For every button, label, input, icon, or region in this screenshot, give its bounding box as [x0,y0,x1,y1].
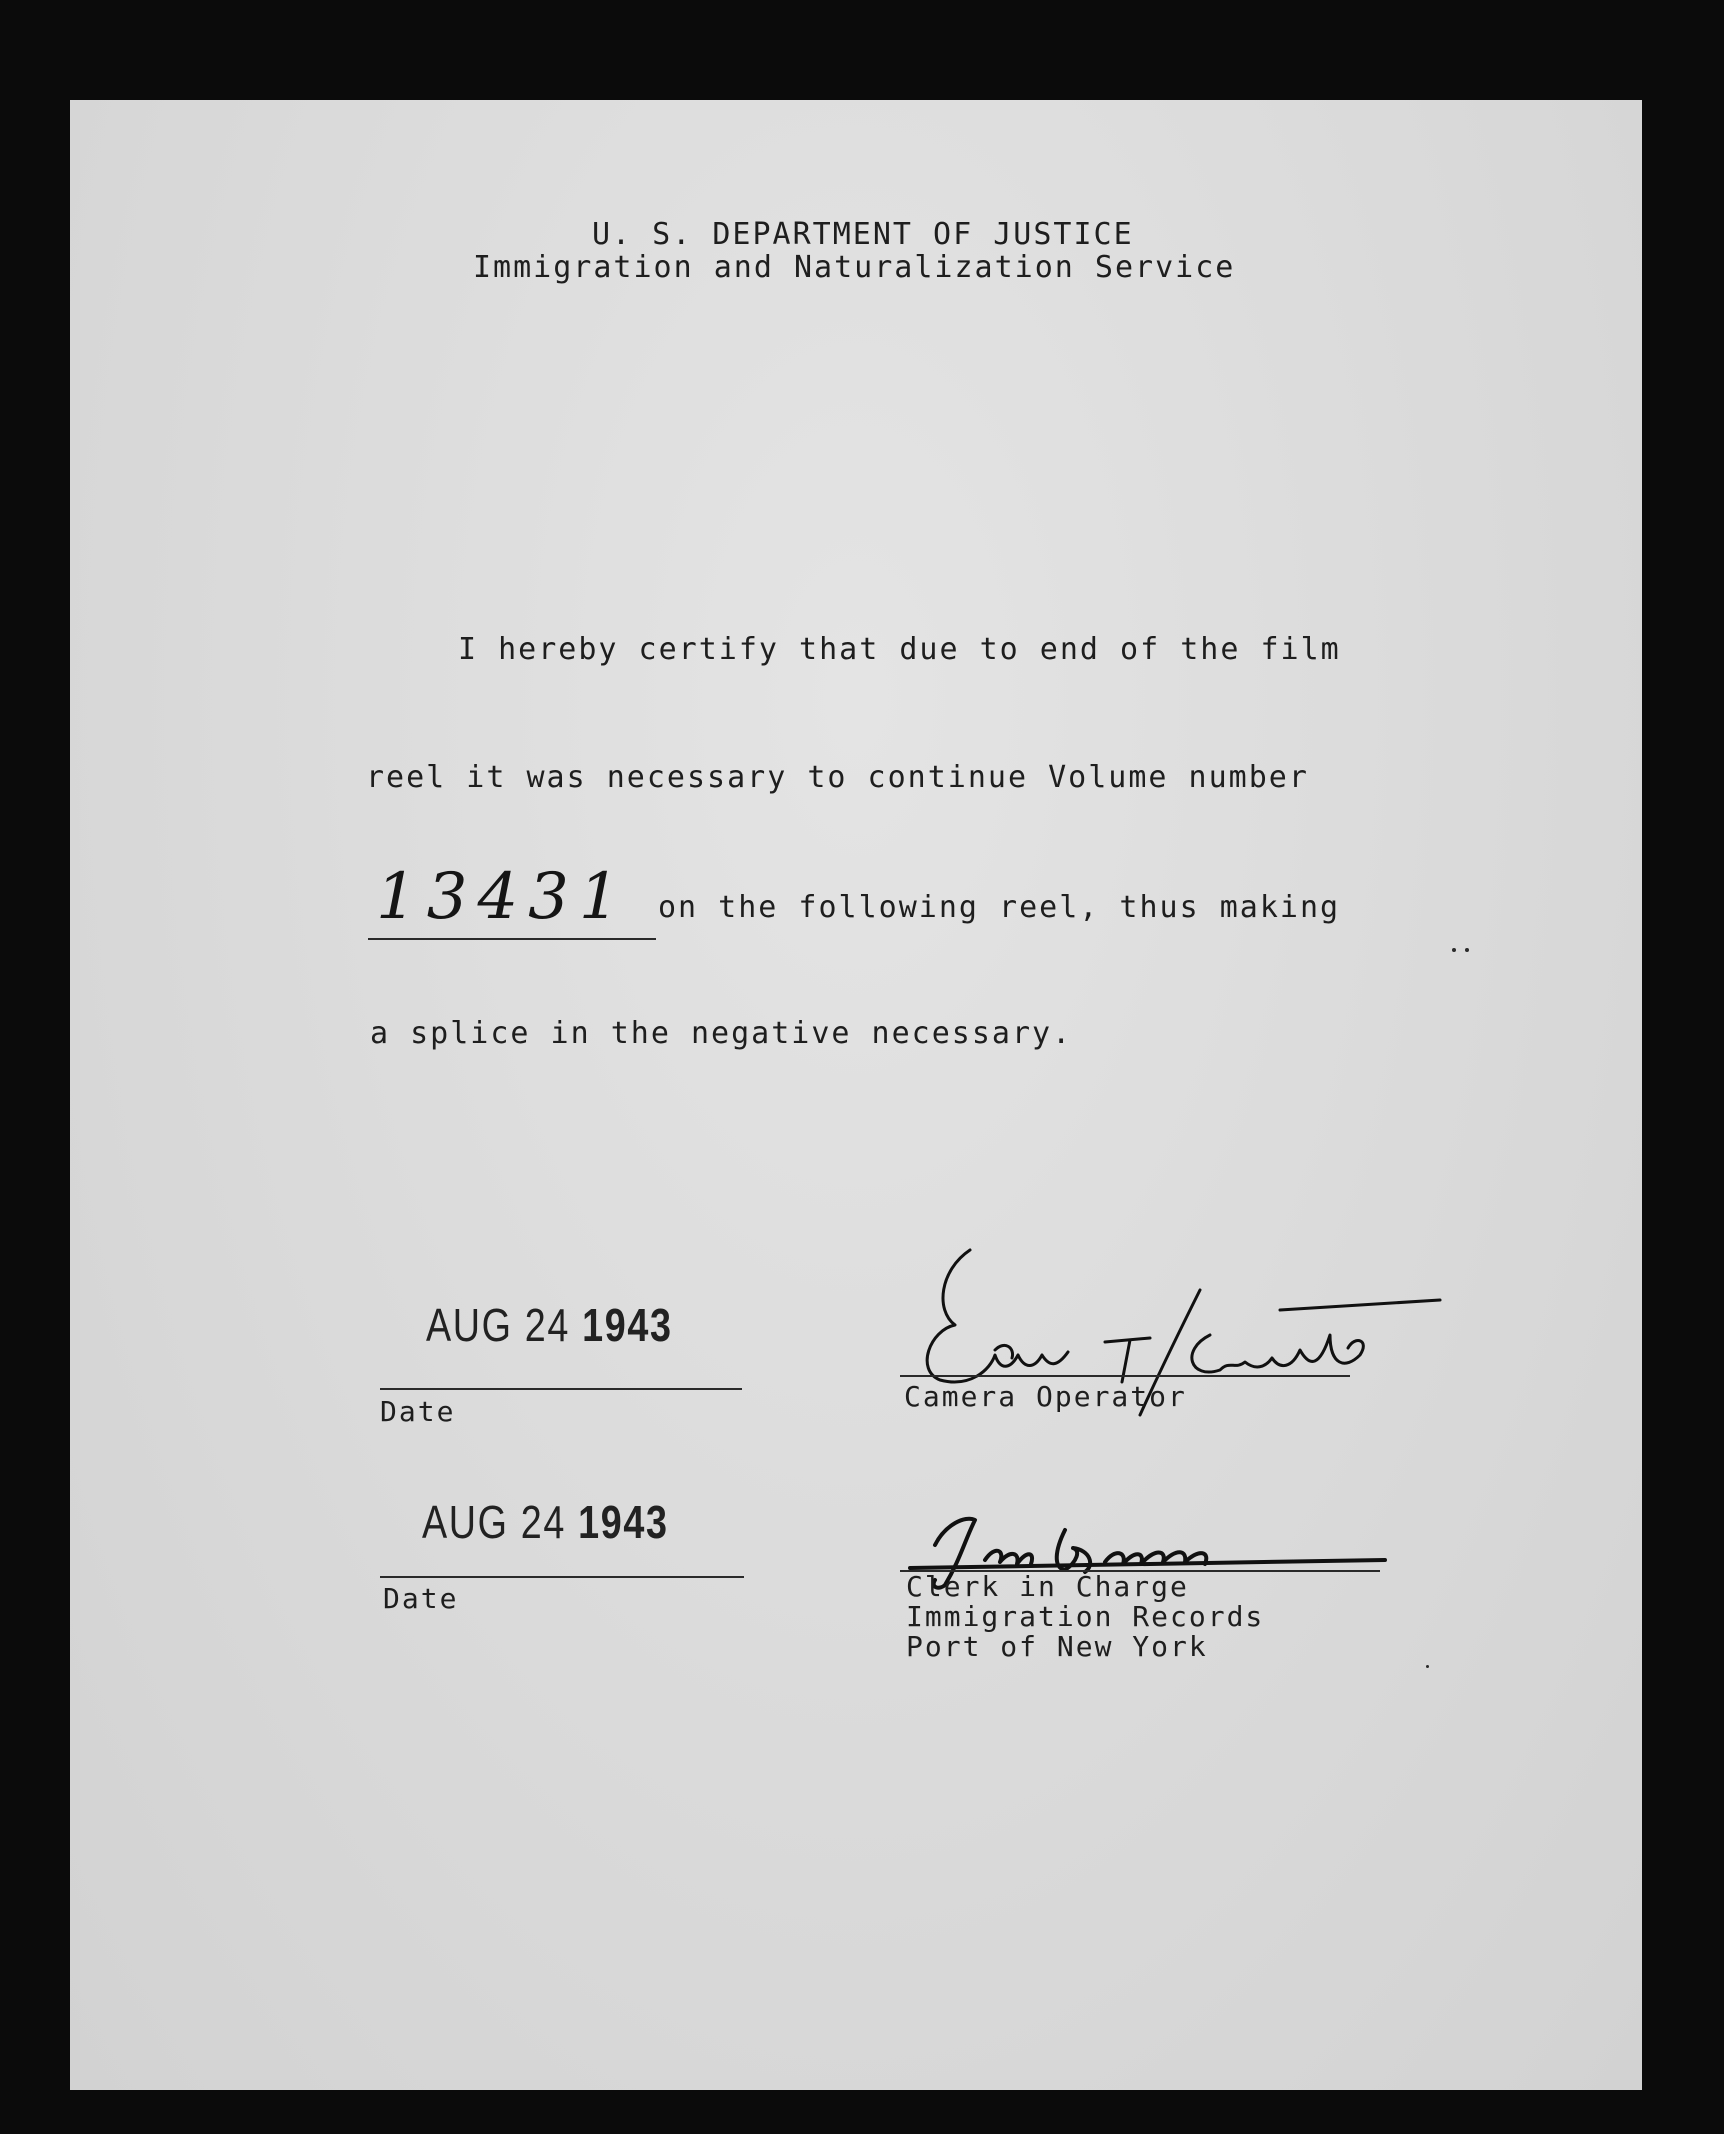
volume-number-handwritten: 13431 [376,860,630,934]
certification-line-3: on the following reel, thus making [658,890,1341,925]
date-label-1: Date [380,1395,456,1428]
date-stamp-1 [426,1298,673,1352]
service-heading: Immigration and Naturalization Service [473,250,1236,285]
scan-speck [1452,948,1456,952]
volume-number-underline [368,938,656,940]
date-stamp-1-year: 1943 [582,1299,673,1351]
date-underline-1 [380,1388,742,1390]
date-stamp-2 [422,1495,669,1549]
clerk-title-label: Clerk in Charge [906,1570,1189,1603]
camera-operator-signature-line [900,1375,1350,1377]
scan-speck [1426,1665,1429,1668]
date-label-2: Date [383,1582,459,1615]
scan-speck [1465,948,1469,952]
clerk-department-label: Immigration Records [906,1600,1265,1633]
department-heading: U. S. DEPARTMENT OF JUSTICE [592,217,1134,252]
date-stamp-2-year: 1943 [578,1496,669,1548]
certification-line-2: reel it was necessary to continue Volume number [366,760,1309,795]
date-stamp-1-month-day: AUG 24 [426,1299,571,1351]
certification-line-1: I hereby certify that due to end of the film [458,632,1341,667]
date-stamp-2-month-day: AUG 24 [422,1496,567,1548]
paper-sheet [70,100,1642,2090]
clerk-port-label: Port of New York [906,1630,1208,1663]
camera-operator-label: Camera Operator [904,1380,1187,1413]
date-underline-2 [380,1576,744,1578]
certification-line-4: a splice in the negative necessary. [370,1016,1073,1051]
